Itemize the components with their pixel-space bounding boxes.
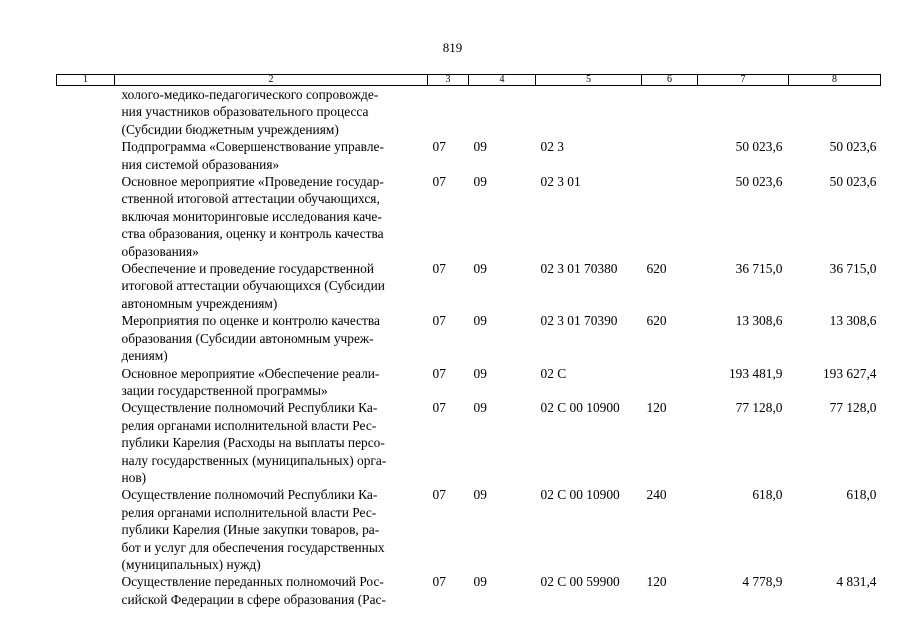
header-col-3: 3 [428,75,469,86]
row-section-code: 07 [432,400,446,416]
row-expense-type-code [642,86,698,139]
row-section-code: 07 [432,365,446,381]
row-name-line: автономным учреждениям) [121,295,278,311]
row-amount-2: 618,0 [846,487,877,503]
row-name-line: итоговой аттестации обучающихся (Субсидии [121,278,385,294]
row-name-line: образования (Субсидии автономным учреж- [121,330,374,346]
row-empty-cell [57,312,115,364]
header-col-6: 6 [642,75,698,86]
row-expense-type-code: 240 [646,487,667,503]
budget-table [56,74,881,608]
row-empty-cell [57,86,115,139]
header-col-8: 8 [789,75,881,86]
row-subsection-code: 09 [473,487,487,503]
row-subsection-code: 09 [473,365,487,381]
row-section-code: 07 [432,313,446,329]
row-empty-cell [57,365,115,400]
row-expense-type-code [642,173,698,260]
row-name-line: Подпрограмма «Совершенствование управле- [121,139,384,155]
row-name-cell [115,138,428,173]
row-name-cell [115,486,428,573]
row-name-cell [115,260,428,312]
header-col-2: 2 [115,75,428,86]
row-amount-2: 4 831,4 [836,574,877,590]
table-row [57,173,881,260]
row-expense-type-code: 620 [646,261,667,277]
table-header-row [57,75,881,86]
row-name-line: ства образования, оценку и контроль качества [121,226,384,242]
header-col-5: 5 [536,75,642,86]
row-name-line: нов) [121,469,147,485]
row-target-article-code: 02 3 01 [540,174,581,190]
row-name-cell [115,173,428,260]
row-section-code [428,86,469,139]
row-section-code: 07 [432,261,446,277]
table-row [57,138,881,173]
row-empty-cell [57,260,115,312]
row-expense-type-code: 120 [646,400,667,416]
row-name-line: релия органами исполнительной власти Рес- [121,504,377,520]
row-name-line: холого-медико-педагогического сопровожде- [121,87,379,102]
row-subsection-code: 09 [473,261,487,277]
row-name-line: Осуществление полномочий Республики Ка- [121,400,378,416]
row-target-article-code: 02 3 01 70390 [540,313,618,329]
row-subsection-code: 09 [473,400,487,416]
row-amount-2: 50 023,6 [829,174,877,190]
table-body [57,86,881,609]
row-amount-1: 50 023,6 [735,139,783,155]
row-empty-cell [57,173,115,260]
row-expense-type-code: 620 [646,313,667,329]
row-amount-1: 618,0 [752,487,783,503]
table-row [57,312,881,364]
row-amount-1: 50 023,6 [735,174,783,190]
row-empty-cell [57,486,115,573]
table-row [57,365,881,400]
row-empty-cell [57,573,115,608]
row-name-line: бот и услуг для обеспечения государственных [121,539,385,555]
row-expense-type-code: 120 [646,574,667,590]
row-expense-type-code [642,365,698,400]
row-expense-type-code [642,138,698,173]
row-name-line: ния системой образования» [121,156,280,172]
row-name-line: Осуществление переданных полномочий Рос- [121,574,384,590]
row-amount-2 [789,86,881,139]
row-name-line: Осуществление полномочий Республики Ка- [121,487,378,503]
row-name-cell [115,312,428,364]
row-subsection-code: 09 [473,574,487,590]
row-name-line: дениям) [121,348,168,364]
row-empty-cell [57,399,115,486]
row-name-line: Основное мероприятие «Обеспечение реали- [121,365,380,381]
row-section-code: 07 [432,139,446,155]
row-amount-1: 4 778,9 [742,574,783,590]
row-name-line: (муниципальных) нужд) [121,556,261,572]
row-subsection-code: 09 [473,174,487,190]
row-subsection-code: 09 [473,139,487,155]
row-name-line: (Субсидии бюджетным учреждениям) [121,121,339,137]
row-amount-1: 77 128,0 [735,400,783,416]
header-col-7: 7 [698,75,789,86]
row-name-line: публики Карелия (Расходы на выплаты персо- [121,435,385,451]
row-amount-1: 13 308,6 [735,313,783,329]
row-name-line: зации государственной программы» [121,382,328,398]
row-name-line: налу государственных (муниципальных) орга- [121,452,387,468]
table-row [57,399,881,486]
row-amount-2: 50 023,6 [829,139,877,155]
row-target-article-code: 02 3 [540,139,564,155]
row-name-cell [115,365,428,400]
row-amount-2: 77 128,0 [829,400,877,416]
row-name-line: образования» [121,243,199,259]
row-target-article-code: 02 С 00 10900 [540,487,620,503]
row-subsection-code: 09 [473,313,487,329]
row-name-line: сийской Федерации в сфере образования (Рас- [121,591,386,607]
row-name-line: ния участников образовательного процесса [121,104,369,120]
row-amount-1: 193 481,9 [728,365,783,381]
row-section-code: 07 [432,574,446,590]
row-name-line: включая мониторинговые исследования каче- [121,208,382,224]
row-amount-2: 13 308,6 [829,313,877,329]
row-target-article-code: 02 С 00 59900 [540,574,620,590]
row-name-line: Основное мероприятие «Проведение государ- [121,174,384,190]
row-target-article-code: 02 С [540,365,567,381]
row-empty-cell [57,138,115,173]
row-name-line: публики Карелия (Иные закупки товаров, ра- [121,522,380,538]
row-name-line: Обеспечение и проведение государственной [121,261,374,277]
row-amount-1: 36 715,0 [735,261,783,277]
header-col-1: 1 [57,75,115,86]
row-amount-2: 36 715,0 [829,261,877,277]
table-row [57,573,881,608]
page-number: 819 [442,40,463,55]
row-target-article-code: 02 С 00 10900 [540,400,620,416]
table-row [57,86,881,139]
row-name-cell [115,573,428,608]
row-name-cell [115,86,428,139]
row-target-article-code [536,86,642,139]
row-name-line: ственной итоговой аттестации обучающихся, [121,191,380,207]
row-name-line: релия органами исполнительной власти Рес- [121,417,377,433]
row-amount-2: 193 627,4 [822,365,877,381]
table-row [57,486,881,573]
row-target-article-code: 02 3 01 70380 [540,261,618,277]
table-row [57,260,881,312]
row-section-code: 07 [432,487,446,503]
row-name-cell [115,399,428,486]
header-col-4: 4 [469,75,536,86]
row-amount-1 [698,86,789,139]
row-name-line: Мероприятия по оценке и контролю качества [121,313,380,329]
row-section-code: 07 [432,174,446,190]
row-subsection-code [469,86,536,139]
